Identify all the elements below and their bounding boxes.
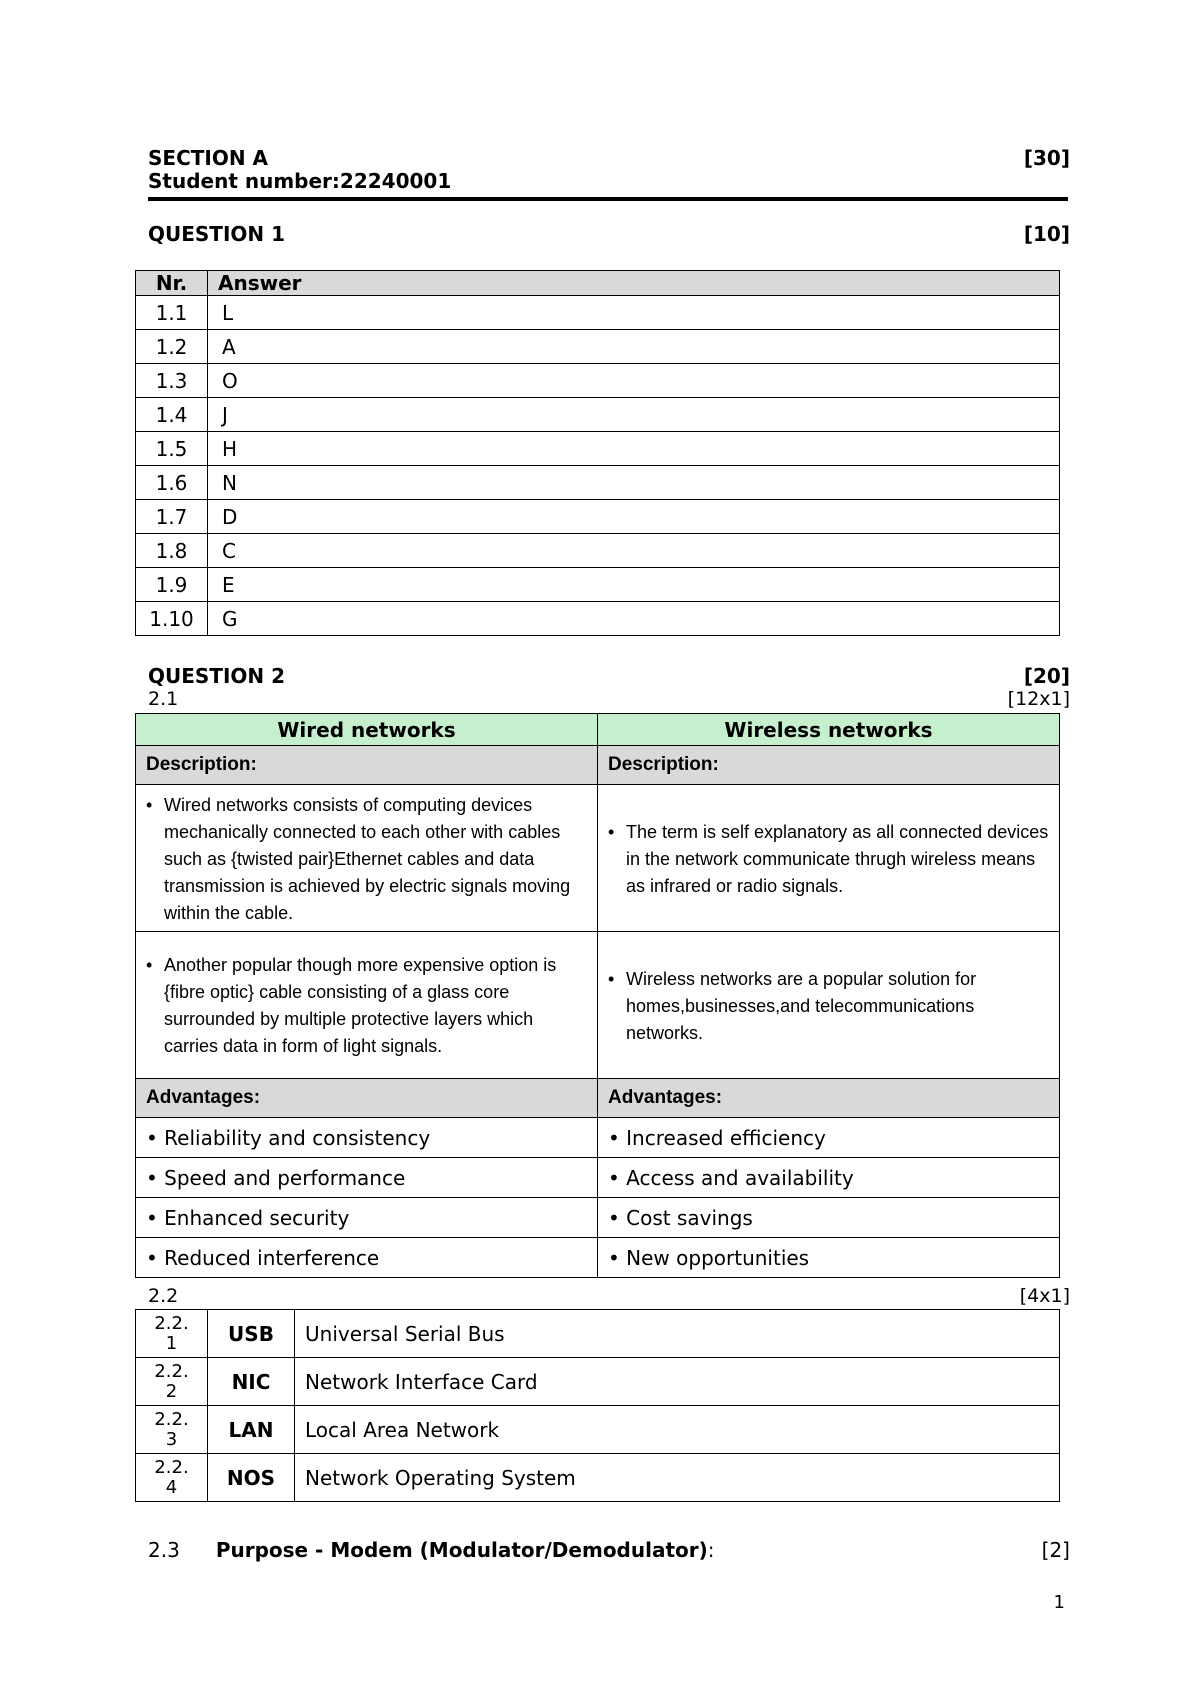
table-row [136,500,1060,534]
table-row [136,1358,1060,1406]
section-title: SECTION A [148,146,269,170]
row-answer: L [208,296,1060,330]
wireless-description-text: Wireless networks are a popular solution for homes,businesses,and telecommunications networks. [626,968,977,1043]
answer-column-header: Answer [208,271,1060,296]
row-answer: O [208,364,1060,398]
abbreviation-meaning: Network Operating System [295,1454,1060,1502]
nr-column-header: Nr. [136,271,208,296]
advantage-row [136,1198,1060,1238]
abbreviation-meaning: Network Interface Card [295,1358,1060,1406]
question1-marks: [10] [1023,222,1070,246]
bullet-icon: • [146,955,153,975]
table-row [136,1406,1060,1454]
advantage-row [136,1158,1060,1198]
wireless-networks-header: Wireless networks [598,714,1060,746]
wired-advantage: • Reduced interference [136,1238,598,1278]
row-answer: C [208,534,1060,568]
row-nr: 1.7 [136,500,208,534]
page-number: 1 [1053,1592,1065,1613]
question21-heading [148,688,1070,710]
question23-title: Purpose - Modem (Modulator/Demodulator) [215,1538,708,1562]
question2-title: QUESTION 2 [148,664,286,688]
section-header [148,146,1070,170]
wireless-advantages-label: Advantages: [598,1079,1060,1118]
wireless-description-text: The term is self explanatory as all connected devices in the network communicate thrugh wireless means as infrared or radio signals. [626,821,1049,896]
row-nr: 1.1 [136,296,208,330]
abbreviation-nr [136,1454,208,1502]
advantage-row [136,1118,1060,1158]
row-nr: 1.2 [136,330,208,364]
advantages-label-row [136,1079,1060,1118]
question22-label: 2.2 [148,1285,179,1307]
row-answer: D [208,500,1060,534]
row-answer: A [208,330,1060,364]
section-marks: [30] [1023,146,1070,170]
nr-part: 2.2. [154,1312,189,1334]
question1-title: QUESTION 1 [148,222,286,246]
header-rule [148,197,1068,201]
row-nr: 1.4 [136,398,208,432]
nr-part: 4 [165,1476,178,1498]
row-answer: E [208,568,1060,602]
wireless-description-cell [598,932,1060,1079]
question23-heading [148,1538,1070,1562]
nr-part: 2.2. [154,1408,189,1430]
question23-marks: [2] [1041,1538,1070,1562]
table-row [136,364,1060,398]
row-answer: J [208,398,1060,432]
table-row [136,602,1060,636]
row-nr: 1.5 [136,432,208,466]
wired-advantage: • Enhanced security [136,1198,598,1238]
question1-answer-table [135,270,1060,636]
question23-label: 2.3 [148,1538,180,1562]
question22-marks: [4x1] [1019,1285,1070,1307]
table-row [136,568,1060,602]
row-nr: 1.10 [136,602,208,636]
row-answer: G [208,602,1060,636]
table-row [136,432,1060,466]
wired-description-text: Another popular though more expensive option is {fibre optic} cable consisting of a glass core surrounded by multiple protective layers which carries data in form of light signals. [164,955,557,1056]
description-row [136,785,1060,932]
question23-colon: : [707,1538,715,1562]
wired-description-label: Description: [136,746,598,785]
abbreviation-nr [136,1406,208,1454]
network-comparison-table [135,713,1060,1278]
table-row [136,1454,1060,1502]
abbreviation-nr [136,1310,208,1358]
abbreviation-meaning: Universal Serial Bus [295,1310,1060,1358]
table-row [136,1310,1060,1358]
bullet-icon: • [608,821,615,842]
question2-heading [148,664,1070,688]
wireless-advantage: • Increased efficiency [598,1118,1060,1158]
nr-part: 2.2. [154,1360,189,1382]
bullet-icon: • [146,794,153,815]
question2-marks: [20] [1023,664,1070,688]
bullet-icon: • [608,968,615,989]
abbreviation-nr [136,1358,208,1406]
wireless-advantage: • New opportunities [598,1238,1060,1278]
description-row [136,932,1060,1079]
question21-label: 2.1 [148,688,179,710]
description-label-row [136,746,1060,785]
table-row [136,398,1060,432]
table-header-row [136,271,1060,296]
wireless-description-cell [598,785,1060,932]
nr-part: 1 [165,1332,178,1354]
row-answer: N [208,466,1060,500]
advantage-row [136,1238,1060,1278]
table-row [136,296,1060,330]
wired-description-text: Wired networks consists of computing devices mechanically connected to each other with cables such as {twisted pair}Ethernet cables and data transmission is achieved by electric signals moving within the cable. [164,794,571,923]
question1-heading [148,222,1070,246]
nr-part: 3 [165,1428,178,1450]
row-nr: 1.8 [136,534,208,568]
abbreviation: NIC [208,1358,295,1406]
wireless-advantage: • Cost savings [598,1198,1060,1238]
row-nr: 1.9 [136,568,208,602]
row-nr: 1.3 [136,364,208,398]
wired-advantage: • Speed and performance [136,1158,598,1198]
table-header-row [136,714,1060,746]
wired-description-cell [136,785,598,932]
wired-networks-header: Wired networks [136,714,598,746]
table-row [136,466,1060,500]
table-row [136,330,1060,364]
abbreviation-meaning: Local Area Network [295,1406,1060,1454]
wireless-description-label: Description: [598,746,1060,785]
question21-marks: [12x1] [1007,688,1070,710]
question22-heading [148,1285,1070,1307]
abbreviation: NOS [208,1454,295,1502]
abbreviation: USB [208,1310,295,1358]
row-nr: 1.6 [136,466,208,500]
wired-description-cell [136,932,598,1079]
abbreviation-table [135,1309,1060,1502]
wired-advantages-label: Advantages: [136,1079,598,1118]
abbreviation: LAN [208,1406,295,1454]
nr-part: 2.2. [154,1456,189,1478]
row-answer: H [208,432,1060,466]
nr-part: 2 [165,1380,178,1402]
wireless-advantage: • Access and availability [598,1158,1060,1198]
wired-advantage: • Reliability and consistency [136,1118,598,1158]
student-number: Student number:22240001 [148,169,452,193]
table-row [136,534,1060,568]
